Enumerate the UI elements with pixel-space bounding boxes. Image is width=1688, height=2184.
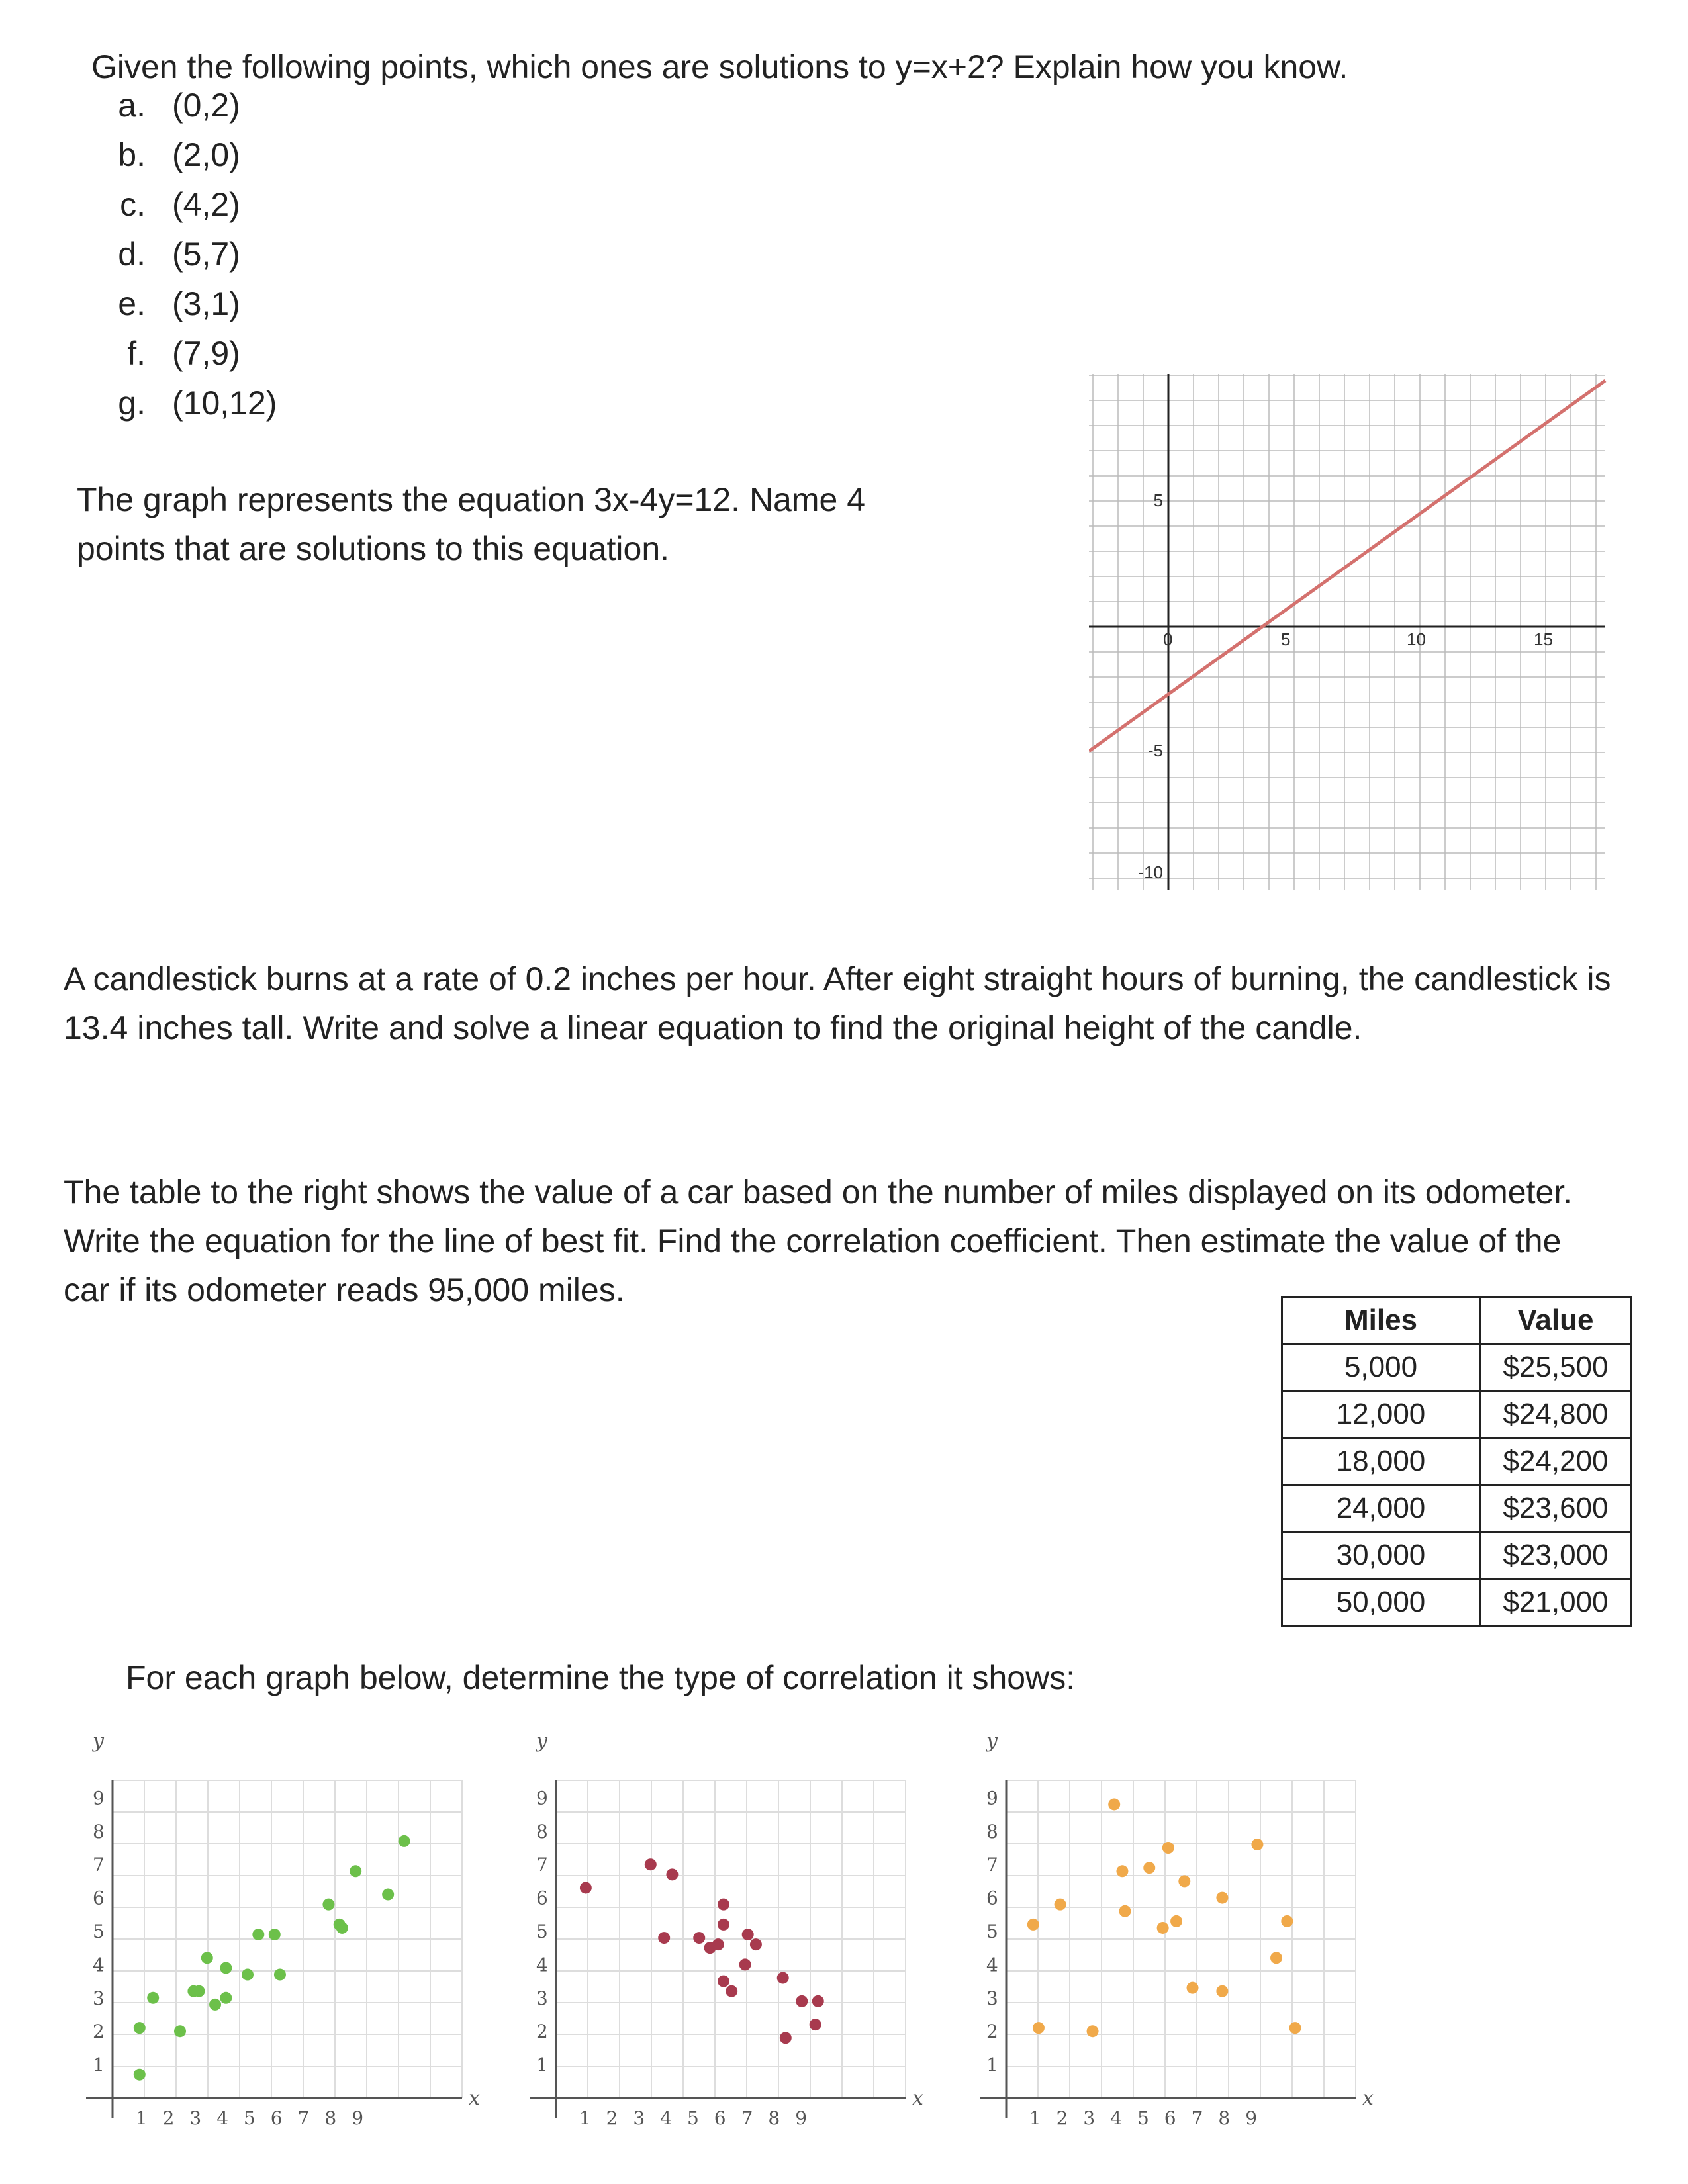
- svg-text:3: 3: [1083, 2107, 1096, 2129]
- data-point: [780, 2032, 792, 2044]
- svg-text:7: 7: [297, 2107, 310, 2129]
- data-point: [1270, 1952, 1282, 1964]
- svg-text:4: 4: [93, 1954, 105, 1976]
- scatter-plot-2: [516, 1727, 927, 2158]
- question-5-prompt: For each graph below, determine the type of correlation it shows:: [126, 1659, 1076, 1696]
- data-point: [174, 2025, 186, 2037]
- data-point: [399, 1835, 410, 1847]
- svg-text:5: 5: [1137, 2107, 1149, 2129]
- data-point: [350, 1865, 361, 1877]
- graph-tick-labels: [1138, 490, 1553, 882]
- data-point: [1170, 1915, 1182, 1927]
- option-point: (10,12): [172, 385, 277, 422]
- data-point: [201, 1952, 213, 1964]
- cell-miles: 18,000: [1282, 1438, 1480, 1485]
- data-point: [810, 2019, 821, 2030]
- cell-miles: 5,000: [1282, 1344, 1480, 1391]
- svg-text:0: 0: [1163, 629, 1173, 649]
- svg-text:6: 6: [1164, 2107, 1176, 2129]
- svg-text:6: 6: [714, 2107, 726, 2129]
- scatter-plot-3: [966, 1727, 1377, 2158]
- data-point: [1119, 1905, 1131, 1917]
- svg-text:7: 7: [741, 2107, 753, 2129]
- data-point: [147, 1992, 159, 2004]
- data-point: [1187, 1982, 1199, 1994]
- header-miles: Miles: [1282, 1297, 1480, 1344]
- svg-text:15: 15: [1534, 629, 1553, 649]
- svg-text:5: 5: [687, 2107, 699, 2129]
- data-point: [1027, 1919, 1039, 1931]
- data-point: [1087, 2025, 1099, 2037]
- header-value: Value: [1480, 1297, 1632, 1344]
- svg-text:9: 9: [1245, 2107, 1258, 2129]
- svg-text:10: 10: [1407, 629, 1426, 649]
- svg-text:3: 3: [536, 1987, 548, 2009]
- data-point: [1281, 1915, 1293, 1927]
- svg-text:9: 9: [352, 2107, 364, 2129]
- data-point: [726, 1985, 737, 1997]
- data-point: [796, 1995, 808, 2007]
- data-point: [658, 1932, 670, 1944]
- data-point: [742, 1929, 754, 1940]
- data-point: [718, 1899, 729, 1911]
- svg-text:5: 5: [1153, 490, 1163, 510]
- miles-value-table: [1281, 1296, 1632, 1627]
- svg-text:x: x: [1362, 2087, 1374, 2110]
- svg-text:2: 2: [606, 2107, 618, 2129]
- question-2-line-2: points that are solutions to this equation.: [77, 530, 670, 567]
- svg-text:2: 2: [93, 2021, 105, 2043]
- data-point: [1289, 2022, 1301, 2034]
- svg-text:8: 8: [986, 1820, 998, 1843]
- cell-miles: 12,000: [1282, 1391, 1480, 1438]
- svg-text:8: 8: [324, 2107, 337, 2129]
- cell-miles: 50,000: [1282, 1579, 1480, 1626]
- svg-text:3: 3: [189, 2107, 202, 2129]
- svg-text:6: 6: [986, 1887, 998, 1909]
- option-letter: g.: [118, 385, 146, 422]
- table-row: [1282, 1344, 1632, 1391]
- option-point: (3,1): [172, 285, 240, 322]
- data-point: [1157, 1922, 1169, 1934]
- data-point: [1162, 1842, 1174, 1854]
- option-letter: a.: [118, 87, 146, 124]
- data-point: [1216, 1985, 1228, 1997]
- cell-value: $21,000: [1480, 1579, 1632, 1626]
- svg-text:8: 8: [93, 1820, 105, 1843]
- svg-text:2: 2: [986, 2021, 998, 2043]
- option-point: (0,2): [172, 87, 240, 124]
- question-2-line-1: The graph represents the equation 3x-4y=12. Name 4: [77, 481, 866, 518]
- table-row: [1282, 1532, 1632, 1579]
- data-point: [382, 1889, 394, 1901]
- data-point: [739, 1958, 751, 1970]
- option-point: (4,2): [172, 186, 240, 223]
- scatter-plot-1: [73, 1727, 483, 2158]
- table-row: [1282, 1438, 1632, 1485]
- option-letter: d.: [118, 236, 146, 273]
- svg-text:4: 4: [1110, 2107, 1123, 2129]
- data-point: [718, 1976, 729, 1987]
- data-point: [712, 1938, 724, 1950]
- svg-text:5: 5: [986, 1921, 998, 1942]
- cell-miles: 30,000: [1282, 1532, 1480, 1579]
- svg-text:5: 5: [536, 1921, 548, 1942]
- svg-text:8: 8: [1218, 2107, 1231, 2129]
- data-point: [1055, 1899, 1066, 1911]
- svg-text:y: y: [986, 1729, 998, 1752]
- question-4-prompt: The table to the right shows the value of a car based on the number of miles displayed on its odometer. Write the equation for the line of best fit. Find the correlation coefficient. Then estimate the value of the car if its odometer reads 95,000 miles.: [64, 1173, 1573, 1308]
- svg-text:7: 7: [93, 1854, 105, 1876]
- table-row: [1282, 1391, 1632, 1438]
- data-point: [645, 1858, 657, 1870]
- option-point: (7,9): [172, 335, 240, 372]
- data-point: [812, 1995, 824, 2007]
- svg-text:-5: -5: [1147, 741, 1163, 760]
- svg-text:4: 4: [216, 2107, 229, 2129]
- data-point: [1033, 2022, 1045, 2034]
- option-letter: f.: [127, 335, 146, 372]
- data-point: [209, 1999, 221, 2011]
- data-point: [1251, 1839, 1263, 1850]
- data-point: [274, 1969, 286, 1981]
- cell-miles: 24,000: [1282, 1485, 1480, 1532]
- svg-text:1: 1: [93, 2054, 105, 2076]
- svg-text:x: x: [912, 2087, 923, 2110]
- svg-text:5: 5: [1281, 629, 1291, 649]
- svg-text:9: 9: [536, 1787, 548, 1809]
- svg-text:6: 6: [536, 1887, 548, 1909]
- data-point: [322, 1899, 334, 1911]
- data-point: [580, 1882, 592, 1893]
- svg-text:8: 8: [536, 1820, 548, 1843]
- cell-value: $23,000: [1480, 1532, 1632, 1579]
- cell-value: $24,200: [1480, 1438, 1632, 1485]
- question-3-prompt: A candlestick burns at a rate of 0.2 inches per hour. After eight straight hours of burning, the candlestick is 13.4 inches tall. Write and solve a linear equation to find the original height of the candle.: [64, 960, 1611, 1046]
- svg-text:4: 4: [986, 1954, 998, 1976]
- svg-text:5: 5: [244, 2107, 256, 2129]
- svg-text:2: 2: [162, 2107, 175, 2129]
- svg-text:5: 5: [93, 1921, 105, 1942]
- data-point: [718, 1919, 729, 1931]
- data-point: [252, 1929, 264, 1940]
- svg-text:3: 3: [986, 1987, 998, 2009]
- svg-text:4: 4: [660, 2107, 673, 2129]
- svg-text:y: y: [93, 1729, 104, 1752]
- data-point: [666, 1868, 678, 1880]
- svg-text:1: 1: [579, 2107, 591, 2129]
- option-letter: e.: [118, 285, 146, 322]
- data-point: [1116, 1865, 1128, 1877]
- svg-text:7: 7: [986, 1854, 998, 1876]
- option-point: (2,0): [172, 136, 240, 173]
- data-point: [750, 1938, 762, 1950]
- data-point: [220, 1992, 232, 2004]
- data-point: [1108, 1798, 1120, 1810]
- cell-value: $24,800: [1480, 1391, 1632, 1438]
- data-point: [1216, 1892, 1228, 1904]
- svg-text:9: 9: [986, 1787, 998, 1809]
- data-point: [242, 1969, 254, 1981]
- svg-text:6: 6: [270, 2107, 283, 2129]
- svg-text:1: 1: [135, 2107, 148, 2129]
- data-point: [220, 1962, 232, 1974]
- option-letter: b.: [118, 136, 146, 173]
- svg-text:7: 7: [536, 1854, 548, 1876]
- svg-text:3: 3: [633, 2107, 645, 2129]
- svg-text:x: x: [469, 2087, 480, 2110]
- svg-text:1: 1: [536, 2054, 548, 2076]
- option-point: (5,7): [172, 236, 240, 273]
- option-letter: c.: [120, 186, 146, 223]
- svg-text:y: y: [536, 1729, 547, 1752]
- data-point: [1178, 1875, 1190, 1887]
- svg-text:4: 4: [536, 1954, 548, 1976]
- data-point: [693, 1932, 705, 1944]
- svg-text:9: 9: [795, 2107, 808, 2129]
- svg-text:3: 3: [93, 1987, 105, 2009]
- svg-text:8: 8: [768, 2107, 780, 2129]
- svg-text:7: 7: [1191, 2107, 1203, 2129]
- svg-text:1: 1: [1029, 2107, 1041, 2129]
- question-1-prompt: Given the following points, which ones are solutions to y=x+2? Explain how you know.: [91, 48, 1348, 85]
- data-point: [193, 1985, 205, 1997]
- data-point: [134, 2069, 146, 2081]
- data-point: [336, 1922, 348, 1934]
- table-row: [1282, 1485, 1632, 1532]
- data-point: [134, 2022, 146, 2034]
- linear-equation-graph: [1089, 374, 1618, 890]
- svg-text:6: 6: [93, 1887, 105, 1909]
- equation-line: [1089, 381, 1605, 751]
- data-point: [1143, 1862, 1155, 1874]
- svg-text:1: 1: [986, 2054, 998, 2076]
- data-point: [777, 1972, 789, 1984]
- svg-text:-10: -10: [1138, 862, 1163, 882]
- table-row: [1282, 1579, 1632, 1626]
- svg-text:9: 9: [93, 1787, 105, 1809]
- svg-text:2: 2: [536, 2021, 548, 2043]
- cell-value: $25,500: [1480, 1344, 1632, 1391]
- svg-text:2: 2: [1056, 2107, 1068, 2129]
- question-2-prompt: [77, 475, 1004, 573]
- cell-value: $23,600: [1480, 1485, 1632, 1532]
- data-point: [269, 1929, 281, 1940]
